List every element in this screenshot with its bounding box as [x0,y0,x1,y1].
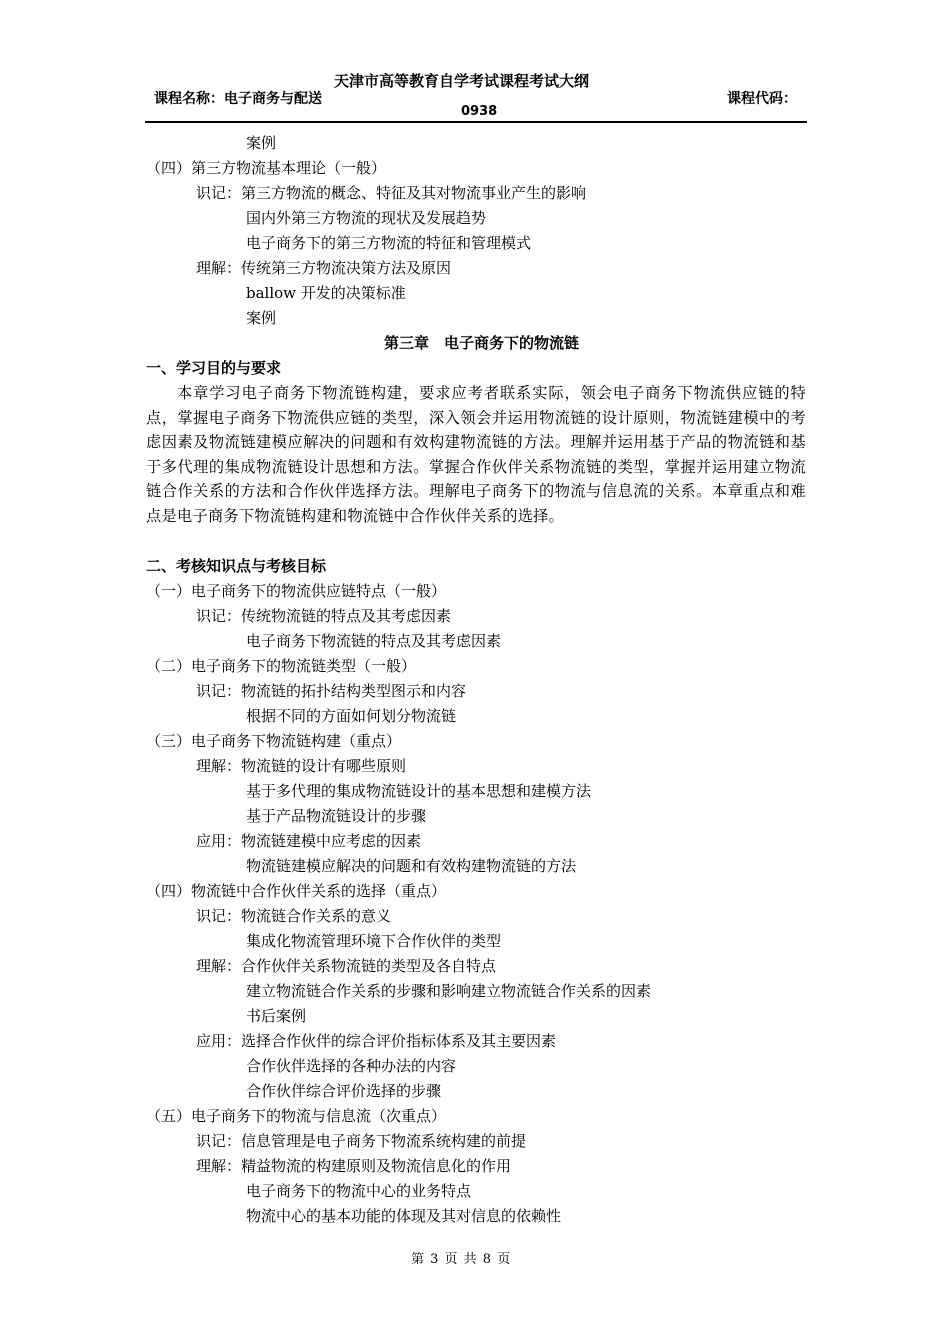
course-code: 0938 [461,104,498,119]
outline-line: 根据不同的方面如何划分物流链 [246,707,457,725]
outline-line: 识记：物流链的拓扑结构类型图示和内容 [196,682,467,700]
section-title: 二、考核知识点与考核目标 [146,557,327,575]
section-title: 一、学习目的与要求 [146,359,282,377]
chapter-paragraph: 本章学习电子商务下物流链构建，要求应考者联系实际，领会电子商务下物流供应链的特点，掌握电子商务下物流供应链的类型，深入领会并运用物流链的设计原则，物流链建模中的考虑因素及物流链建模应解决的问题和有效构建物流链的方法。理解并运用基于产品的物流链和基于多代理的集成物流链设计思想和方法。掌握合作伙伴关系物流链的类型，掌握并运用建立物流链合作关系的方法和合作伙伴选择方法。理解电子商务下的物流与信息流的关系。本章重点和难点是电子商务下物流链构建和物流链中合作伙伴关系的选择。 [146,384,806,525]
outline-line: 识记：传统物流链的特点及其考虑因素 [196,607,452,625]
outline-line: 书后案例 [246,1007,307,1025]
outline-line: 电子商务下的物流中心的业务特点 [246,1182,472,1200]
section-heading: （一）电子商务下的物流供应链特点（一般） [146,582,447,600]
outline-line: 识记：物流链合作关系的意义 [196,907,392,925]
outline-line: 应用：选择合作伙伴的综合评价指标体系及其主要因素 [196,1032,557,1050]
outline-line: 合作伙伴选择的各种办法的内容 [246,1057,457,1075]
outline-line: 理解：精益物流的构建原则及物流信息化的作用 [196,1157,512,1175]
page-title: 天津市高等教育自学考试课程考试大纲 [334,72,590,90]
outline-line: 案例 [246,309,277,327]
course-code-label: 课程代码： [727,91,797,107]
outline-line: 理解：传统第三方物流决策方法及原因 [196,259,452,277]
outline-line: 理解：物流链的设计有哪些原则 [196,757,407,775]
course-name: 课程名称：电子商务与配送 [154,91,322,107]
section-heading: （三）电子商务下物流链构建（重点） [146,732,402,750]
section-heading: （二）电子商务下的物流链类型（一般） [146,657,417,675]
page-number: 第 3 页 共 8 页 [411,1252,512,1267]
outline-line: 国内外第三方物流的现状及发展趋势 [246,209,487,227]
outline-line: 理解：合作伙伴关系物流链的类型及各自特点 [196,957,497,975]
outline-line: 合作伙伴综合评价选择的步骤 [246,1082,442,1100]
header-divider [145,121,807,123]
outline-line: 识记：第三方物流的概念、特征及其对物流事业产生的影响 [196,184,587,202]
outline-line: 基于多代理的集成物流链设计的基本思想和建模方法 [246,782,592,800]
section-heading: （五）电子商务下的物流与信息流（次重点） [146,1107,447,1125]
section-heading: （四）第三方物流基本理论（一般） [146,159,387,177]
outline-line: 电子商务下物流链的特点及其考虑因素 [246,632,502,650]
outline-line: 电子商务下的第三方物流的特征和管理模式 [246,234,532,252]
outline-line: 物流链建模应解决的问题和有效构建物流链的方法 [246,857,577,875]
outline-line: 集成化物流管理环境下合作伙伴的类型 [246,932,502,950]
section-heading: （四）物流链中合作伙伴关系的选择（重点） [146,882,447,900]
outline-line: 建立物流链合作关系的步骤和影响建立物流链合作关系的因素 [246,982,652,1000]
outline-line: 识记：信息管理是电子商务下物流系统构建的前提 [196,1132,527,1150]
outline-line: 物流中心的基本功能的体现及其对信息的依赖性 [246,1207,562,1225]
outline-line: ballow 开发的决策标准 [246,284,406,302]
outline-line: 案例 [246,134,277,152]
outline-line: 基于产品物流链设计的步骤 [246,807,427,825]
outline-line: 应用：物流链建模中应考虑的因素 [196,832,422,850]
chapter-title: 第三章 电子商务下的物流链 [384,334,580,352]
